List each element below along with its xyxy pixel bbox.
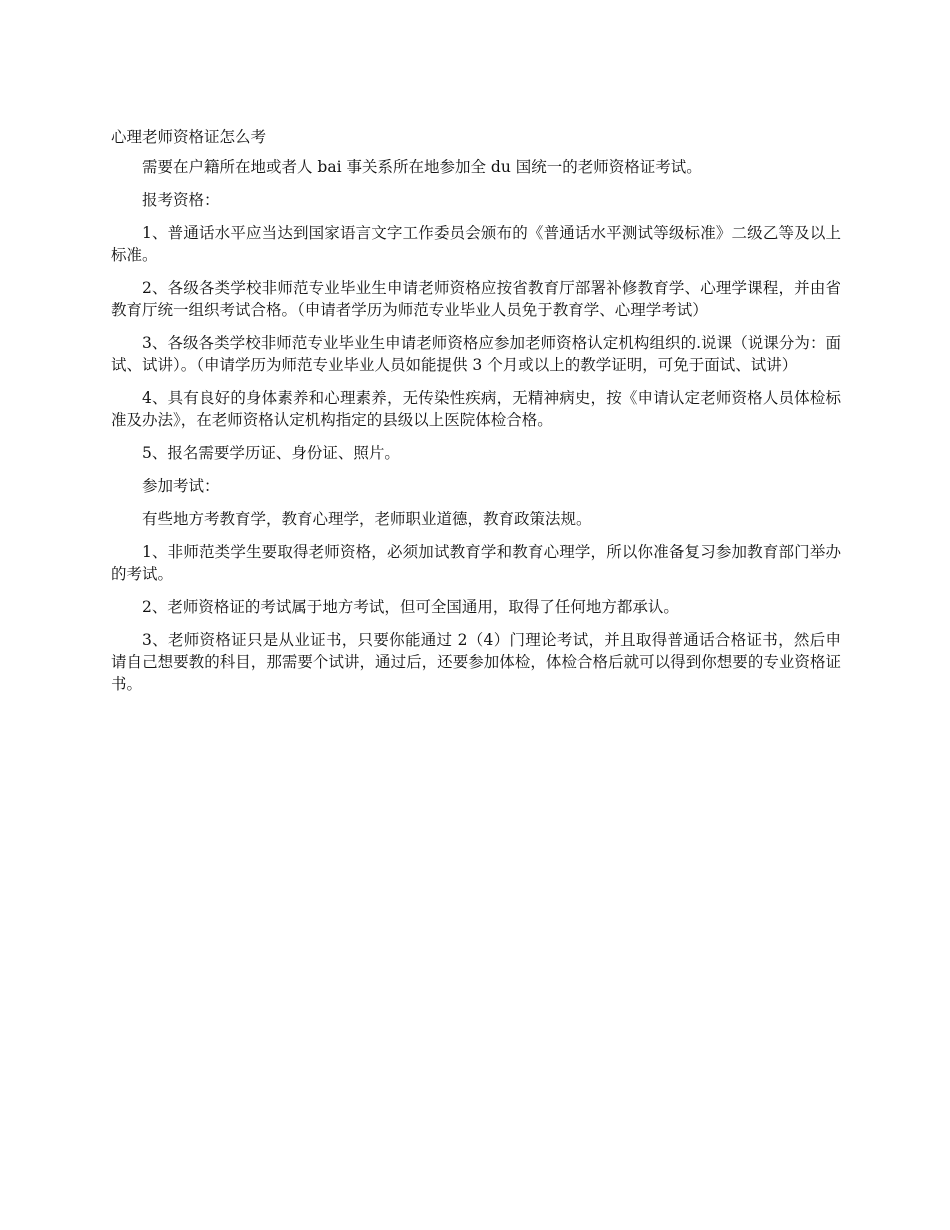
paragraph-intro: 需要在户籍所在地或者人 bai 事关系所在地参加全 du 国统一的老师资格证考试。 (142, 158, 702, 176)
paragraph-heading-exam: 参加考试： (142, 477, 220, 495)
paragraph-eligibility-1: 1、普通话水平应当达到国家语言文字工作委员会颁布的《普通话水平测试等级标准》二级乙等及以上标准。 (111, 224, 841, 264)
paragraph-exam-3: 3、老师资格证只是从业证书，只要你能通过 2（4）门理论考试，并且取得普通话合格证书，然后申请自己想要教的科目，那需要个试讲，通过后，还要参加体检，体检合格后就可以得到你想要的专业资格证书。 (111, 631, 841, 693)
document-title: 心理老师资格证怎么考 (111, 128, 267, 146)
paragraph-eligibility-2: 2、各级各类学校非师范专业毕业生申请老师资格应按省教育厅部署补修教育学、心理学课程，并由省教育厅统一组织考试合格。（申请者学历为师范专业毕业人员免于教育学、心理学考试） (111, 279, 841, 319)
paragraph-exam-1: 1、非师范类学生要取得老师资格，必须加试教育学和教育心理学，所以你准备复习参加教育部门举办的考试。 (111, 543, 841, 583)
paragraph-eligibility-3: 3、各级各类学校非师范专业毕业生申请老师资格应参加老师资格认定机构组织的.说课（说课分为：面试、试讲）。（申请学历为师范专业毕业人员如能提供 3 个月或以上的教学证明，可免于面试、试讲） (111, 334, 841, 374)
paragraph-heading-eligibility: 报考资格： (142, 191, 220, 209)
paragraph-exam-2: 2、老师资格证的考试属于地方考试，但可全国通用，取得了任何地方都承认。 (142, 598, 679, 616)
paragraph-eligibility-4: 4、具有良好的身体素养和心理素养，无传染性疾病，无精神病史，按《申请认定老师资格人员体检标准及办法》，在老师资格认定机构指定的县级以上医院体检合格。 (111, 389, 841, 429)
paragraph-exam-subjects: 有些地方考教育学，教育心理学，老师职业道德，教育政策法规。 (142, 510, 592, 528)
document-page (111, 126, 841, 706)
paragraph-eligibility-5: 5、报名需要学历证、身份证、照片。 (142, 444, 400, 462)
